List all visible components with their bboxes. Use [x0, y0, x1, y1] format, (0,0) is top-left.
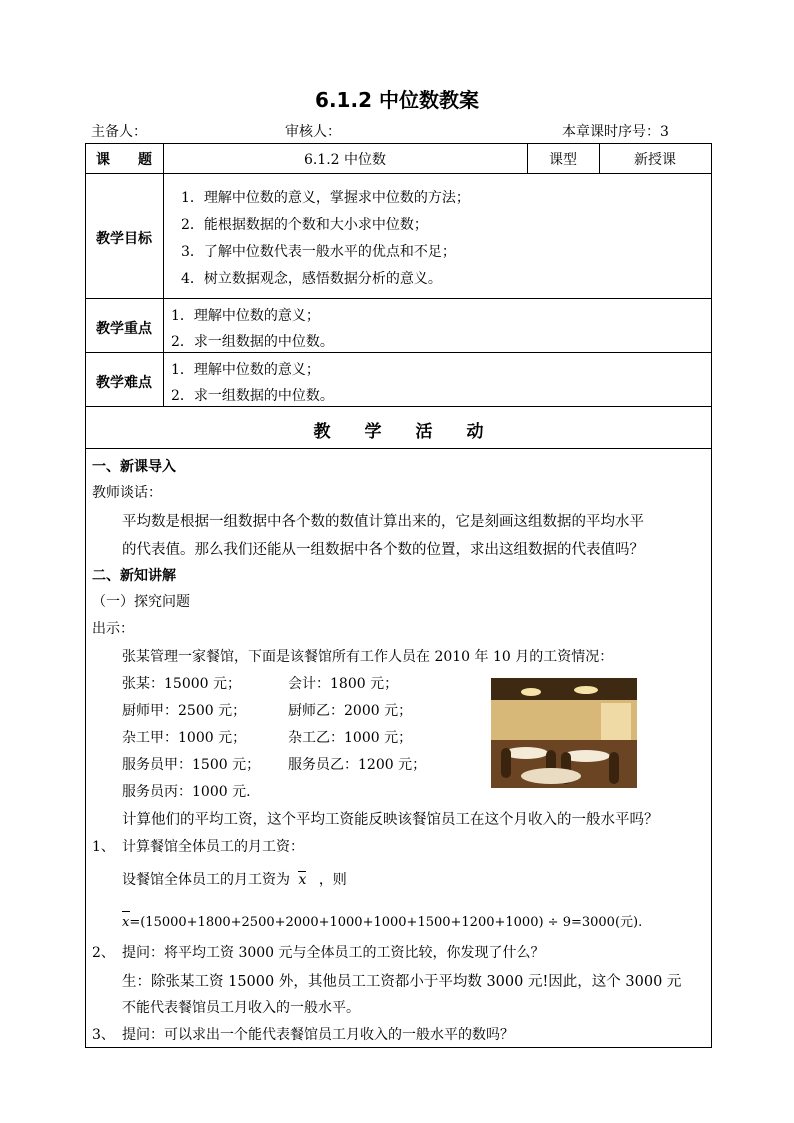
formula-expression: =(15000+1800+2500+2000+1000+1000+1500+1200+1000) ÷ 9=3000(元). [129, 915, 643, 930]
difficulty-item: 1．理解中位数的意义； [171, 362, 320, 378]
row-divider [85, 448, 712, 449]
row-divider [85, 406, 712, 407]
section-heading-intro: 一、新课导入 [92, 459, 176, 475]
difficulty-item: 2．求一组数据的中位数。 [171, 388, 334, 404]
focus-label: 教学重点 [96, 321, 152, 337]
table-border-right [711, 143, 712, 1048]
step-text: 计算餐馆全体员工的月工资： [122, 839, 304, 855]
paragraph-line: 平均数是根据一组数据中各个数的数值计算出来的，它是刻画这组数据的平均水平 [122, 514, 644, 530]
lesson-number: 本章课时序号：3 [562, 124, 669, 140]
row-divider [85, 173, 712, 174]
step-number: 2、 [92, 945, 115, 961]
column-divider [163, 143, 164, 406]
step-text: 提问：可以求出一个能代表餐馆员工月收入的一般水平的数吗？ [122, 1027, 514, 1043]
goal-item: 3．了解中位数代表一般水平的优点和不足； [181, 244, 456, 260]
overbar [298, 871, 306, 872]
wage-entry: 杂工乙：1000 元； [288, 730, 413, 746]
wage-entry: 服务员乙：1200 元； [288, 757, 427, 773]
answer-line: 生：除张某工资 15000 外，其他员工工资都小于平均数 3000 元!因此，这个 3000 元 [122, 974, 682, 990]
overbar [122, 911, 130, 912]
sub-heading: （一）探究问题 [92, 594, 190, 610]
goal-item: 2．能根据数据的个数和大小求中位数； [181, 217, 428, 233]
activity-heading: 教 学 活 动 [313, 422, 484, 442]
question-average: 计算他们的平均工资，这个平均工资能反映该餐馆员工在这个月收入的一般水平吗？ [122, 812, 659, 828]
wage-entry: 服务员甲：1500 元； [122, 757, 261, 773]
teacher-talk-label: 教师谈话： [92, 485, 162, 501]
wage-entry: 服务员丙：1000 元. [122, 784, 251, 800]
type-value: 新授课 [634, 152, 676, 168]
page-title: 6.1.2 中位数教案 [315, 88, 479, 112]
formula [122, 911, 642, 930]
type-label: 课型 [549, 152, 577, 168]
reviewer-label: 审核人： [285, 124, 341, 140]
wage-entry: 会计：1800 元； [288, 676, 399, 692]
goal-item: 1．理解中位数的意义，掌握求中位数的方法； [181, 190, 470, 206]
answer-line: 不能代表餐馆员工月收入的一般水平。 [122, 1000, 360, 1016]
wage-entry: 厨师甲：2500 元； [122, 703, 247, 719]
section-heading-new: 二、新知讲解 [92, 568, 176, 584]
wage-entry: 杂工甲：1000 元； [122, 730, 247, 746]
x-bar-symbol [122, 915, 129, 930]
wage-entry: 张某：15000 元； [122, 676, 241, 692]
x-variable: x [122, 915, 130, 930]
table-border-top [85, 143, 712, 144]
show-label: 出示： [92, 621, 134, 637]
wage-entry: 厨师乙：2000 元； [288, 703, 413, 719]
x-variable: x [298, 872, 307, 888]
wage-intro: 张某管理一家餐馆，下面是该餐馆所有工作人员在 2010 年 10 月的工资情况： [122, 649, 614, 665]
restaurant-illustration [491, 678, 637, 788]
topic-value: 6.1.2 中位数 [303, 152, 387, 168]
restaurant-photo [491, 678, 637, 788]
difficulty-label: 教学难点 [96, 375, 152, 391]
topic-label: 课 题 [96, 152, 152, 168]
focus-item: 2．求一组数据的中位数。 [171, 334, 334, 350]
table-border-left [85, 143, 86, 1048]
let-statement [122, 869, 347, 889]
step-text: 提问：将平均工资 3000 元与全体员工的工资比较，你发现了什么？ [122, 945, 545, 961]
preparer-label: 主备人： [91, 124, 147, 140]
step-number: 3、 [92, 1027, 115, 1043]
let-then: ，则 [318, 872, 347, 888]
goal-item: 4．树立数据观念，感悟数据分析的意义。 [181, 271, 442, 287]
x-bar-symbol [298, 872, 306, 888]
goals-label: 教学目标 [96, 231, 152, 247]
focus-item: 1．理解中位数的意义； [171, 308, 320, 324]
let-text: 设餐馆全体员工的月工资为 [122, 872, 290, 888]
step-number: 1、 [92, 839, 115, 855]
row-divider [85, 352, 712, 353]
table-border-bottom [85, 1047, 712, 1048]
paragraph-line: 的代表值。那么我们还能从一组数据中各个数的位置，求出这组数据的代表值吗？ [122, 542, 644, 558]
row-divider [85, 298, 712, 299]
